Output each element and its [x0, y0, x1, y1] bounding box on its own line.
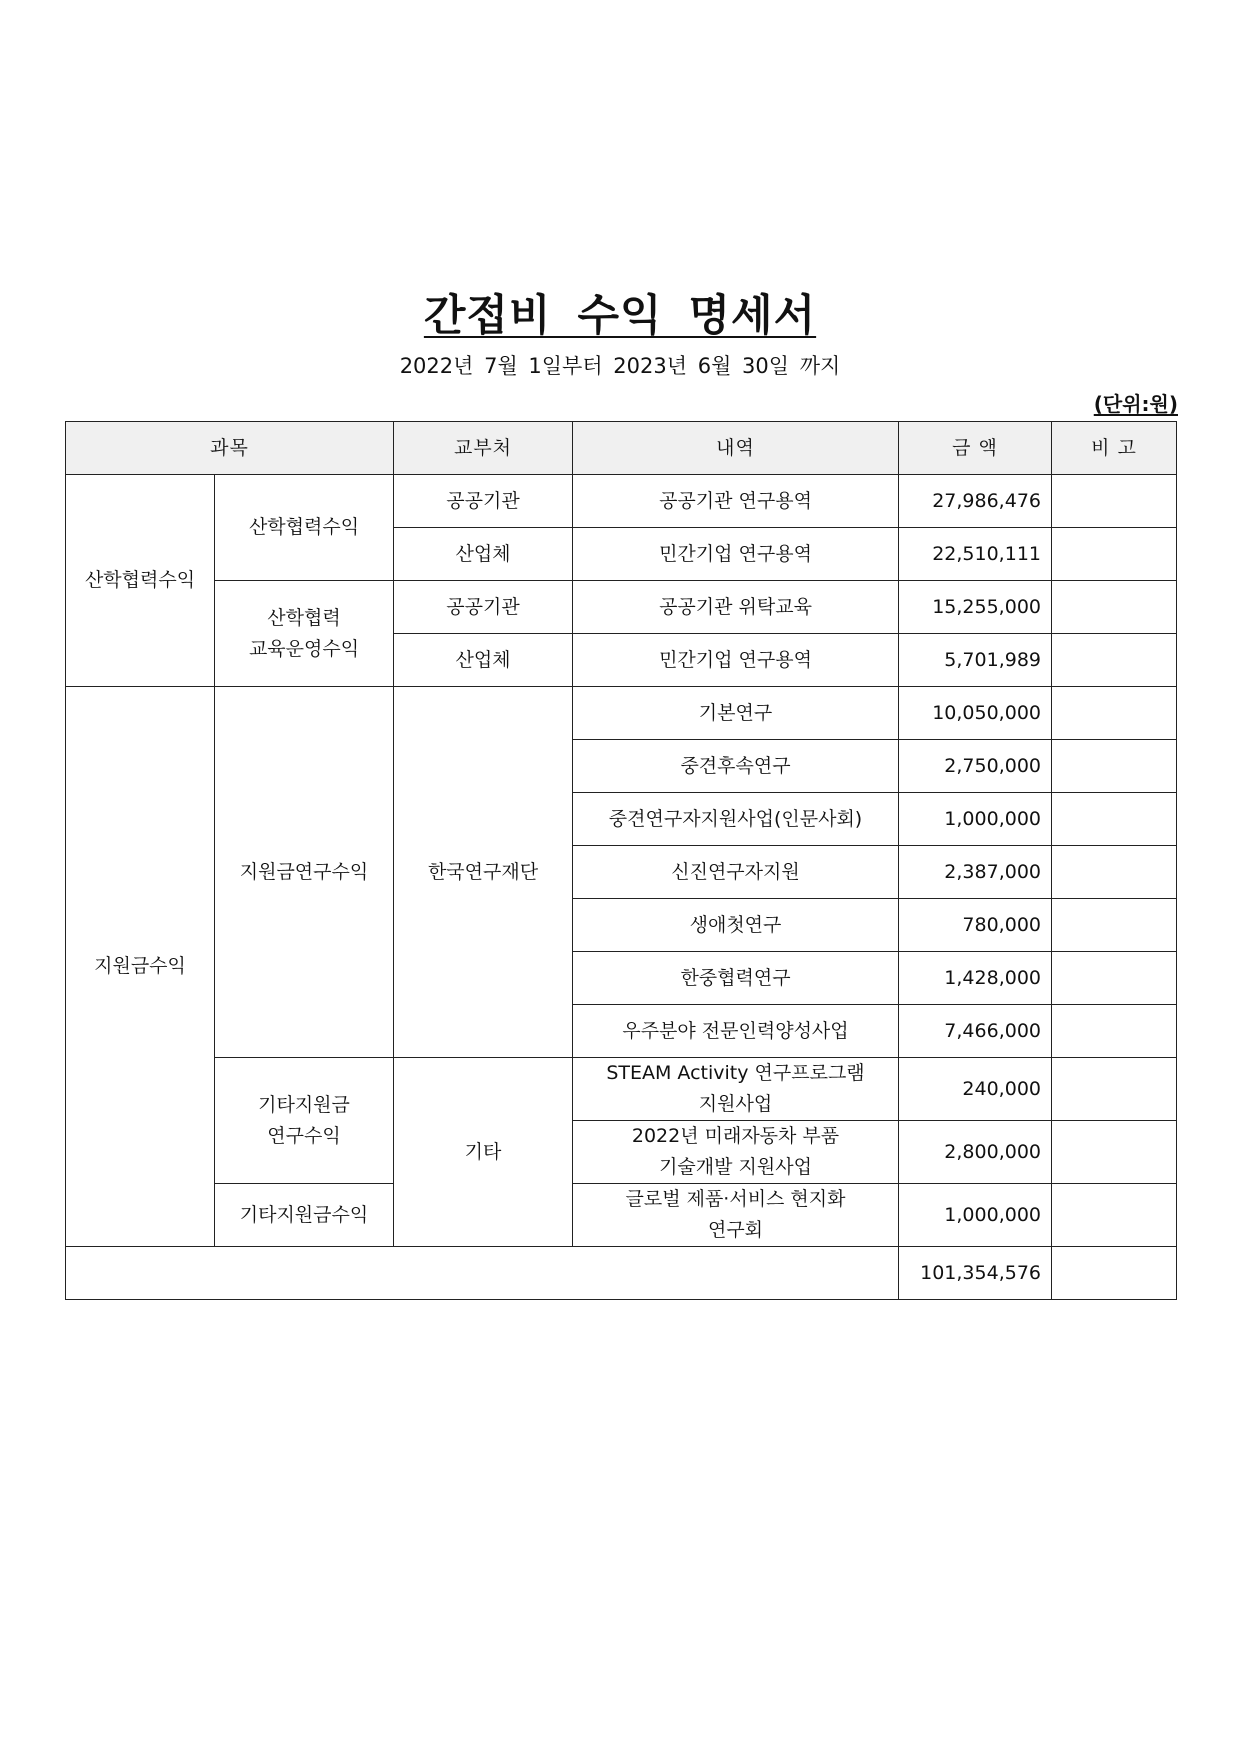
- header-detail: 내역: [573, 422, 899, 475]
- subcategory-line: 교육운영수익: [248, 637, 360, 660]
- detail-line: 기술개발 지원사업: [659, 1156, 812, 1178]
- header-note: 비 고: [1052, 422, 1177, 475]
- total-amount-cell: 101,354,576: [899, 1247, 1052, 1300]
- amount-cell: 1,428,000: [899, 952, 1052, 1005]
- note-cell: [1052, 634, 1177, 687]
- amount-cell: 22,510,111: [899, 528, 1052, 581]
- note-cell: [1052, 952, 1177, 1005]
- subcategory-cell: [215, 581, 394, 687]
- amount-cell: 240,000: [899, 1058, 1052, 1121]
- source-cell: 공공기관: [394, 581, 573, 634]
- note-cell: [1052, 1121, 1177, 1184]
- note-cell: [1052, 528, 1177, 581]
- amount-cell: 1,000,000: [899, 793, 1052, 846]
- detail-cell: 기본연구: [573, 687, 899, 740]
- category-cell: 산학협력수익: [66, 475, 215, 687]
- detail-cell: 공공기관 위탁교육: [573, 581, 899, 634]
- source-cell: 기타: [394, 1058, 573, 1247]
- note-cell: [1052, 475, 1177, 528]
- detail-cell: 민간기업 연구용역: [573, 528, 899, 581]
- note-cell: [1052, 740, 1177, 793]
- amount-cell: 15,255,000: [899, 581, 1052, 634]
- document-title: 간접비 수익 명세서: [423, 291, 817, 341]
- detail-line: 글로벌 제품·서비스 현지화: [625, 1188, 846, 1210]
- note-cell: [1052, 1058, 1177, 1121]
- source-cell: 공공기관: [394, 475, 573, 528]
- revenue-statement-table: [65, 421, 1177, 1300]
- detail-cell: 중견연구자지원사업(인문사회): [573, 793, 899, 846]
- table-row: [66, 1058, 1177, 1121]
- detail-line: 지원사업: [698, 1093, 773, 1115]
- note-cell: [1052, 581, 1177, 634]
- amount-cell: 1,000,000: [899, 1184, 1052, 1247]
- source-cell: 한국연구재단: [394, 687, 573, 1058]
- subcategory-line: 산학협력: [267, 606, 341, 629]
- note-cell: [1052, 1247, 1177, 1300]
- detail-line: 연구회: [707, 1219, 764, 1241]
- table-row: [66, 581, 1177, 634]
- unit-label: (단위:원): [1093, 392, 1178, 416]
- table-row: [66, 1184, 1177, 1247]
- subcategory-line: 연구수익: [267, 1124, 341, 1147]
- detail-cell: 한중협력연구: [573, 952, 899, 1005]
- detail-cell: 우주분야 전문인력양성사업: [573, 1005, 899, 1058]
- table-row: [66, 475, 1177, 528]
- header-source: 교부처: [394, 422, 573, 475]
- amount-cell: 27,986,476: [899, 475, 1052, 528]
- detail-cell: 중견후속연구: [573, 740, 899, 793]
- subcategory-cell: 지원금연구수익: [215, 687, 394, 1058]
- category-cell: 지원금수익: [66, 687, 215, 1247]
- amount-cell: 7,466,000: [899, 1005, 1052, 1058]
- note-cell: [1052, 1005, 1177, 1058]
- detail-cell: 생애첫연구: [573, 899, 899, 952]
- subcategory-cell: [215, 1058, 394, 1184]
- detail-cell: 신진연구자지원: [573, 846, 899, 899]
- detail-cell: [573, 1058, 899, 1121]
- amount-cell: 10,050,000: [899, 687, 1052, 740]
- amount-cell: 2,387,000: [899, 846, 1052, 899]
- detail-cell: [573, 1121, 899, 1184]
- source-cell: 산업체: [394, 634, 573, 687]
- total-label-cell: [66, 1247, 899, 1300]
- detail-cell: 공공기관 연구용역: [573, 475, 899, 528]
- note-cell: [1052, 687, 1177, 740]
- period-text: 2022년 7월 1일부터 2023년 6월 30일 까지: [399, 354, 841, 378]
- header-row: [66, 422, 1177, 475]
- total-row: [66, 1247, 1177, 1300]
- amount-cell: 780,000: [899, 899, 1052, 952]
- header-amount: 금 액: [899, 422, 1052, 475]
- subcategory-cell: 산학협력수익: [215, 475, 394, 581]
- note-cell: [1052, 899, 1177, 952]
- detail-line: STEAM Activity 연구프로그램: [606, 1062, 865, 1084]
- detail-line: 2022년 미래자동차 부품: [631, 1125, 840, 1147]
- source-cell: 산업체: [394, 528, 573, 581]
- amount-cell: 2,750,000: [899, 740, 1052, 793]
- note-cell: [1052, 846, 1177, 899]
- table-row: [66, 687, 1177, 740]
- detail-cell: 민간기업 연구용역: [573, 634, 899, 687]
- note-cell: [1052, 793, 1177, 846]
- note-cell: [1052, 1184, 1177, 1247]
- subcategory-cell: 기타지원금수익: [215, 1184, 394, 1247]
- header-category: 과목: [66, 422, 394, 475]
- subcategory-line: 기타지원금: [258, 1093, 350, 1116]
- amount-cell: 5,701,989: [899, 634, 1052, 687]
- detail-cell: [573, 1184, 899, 1247]
- amount-cell: 2,800,000: [899, 1121, 1052, 1184]
